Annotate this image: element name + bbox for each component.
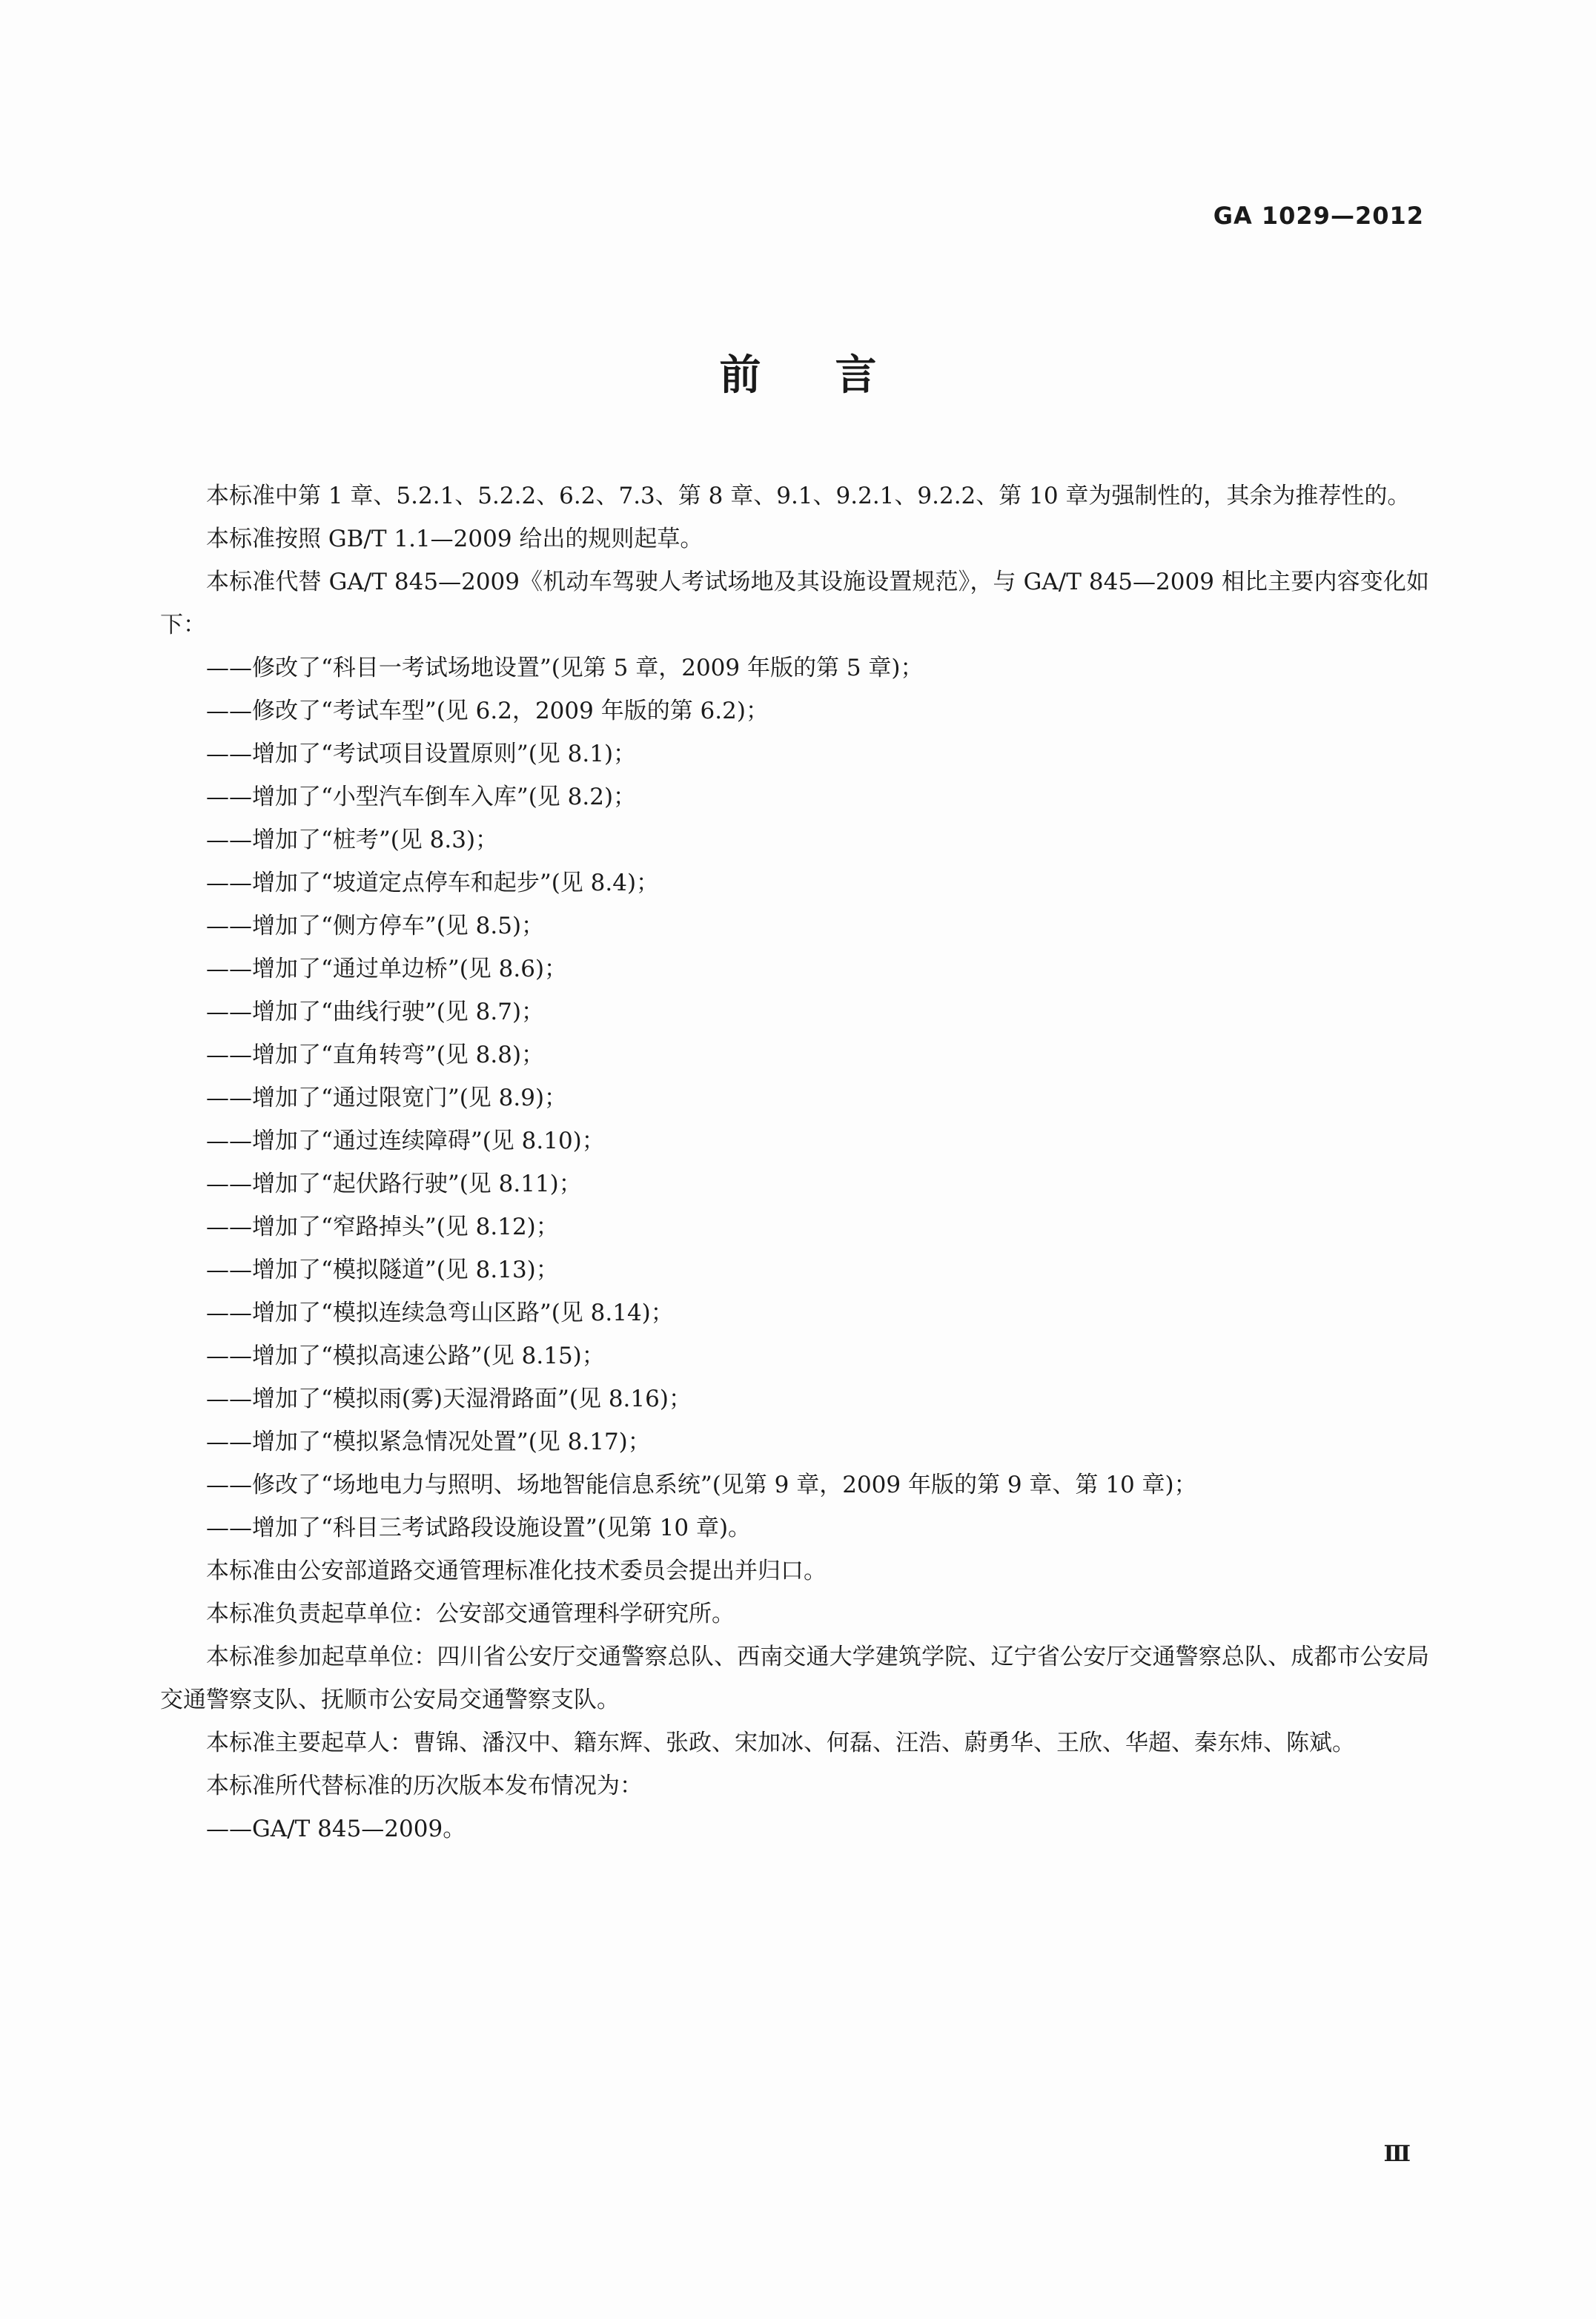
paragraph-previous-editions: 本标准所代替标准的历次版本发布情况为：	[206, 1773, 643, 1799]
change-item: ——增加了“曲线行驶”(见 8.7)；	[206, 999, 545, 1025]
change-item: ——增加了“坡道定点停车和起步”(见 8.4)；	[206, 870, 660, 896]
standard-number: GA 1029—2012	[1213, 202, 1424, 230]
change-item: ——修改了“场地电力与照明、场地智能信息系统”(见第 9 章，2009 年版的第 9 章、第 10 章)；	[206, 1472, 1197, 1498]
paragraph-proposer: 本标准由公安部道路交通管理标准化技术委员会提出并归口。	[206, 1558, 827, 1584]
paragraph-participating-drafters: 本标准参加起草单位：四川省公安厅交通警察总队、西南交通大学建筑学院、辽宁省公安厅交通警察总队、成都市公安局交通警察支队、抚顺市公安局交通警察支队。	[160, 1644, 1429, 1713]
change-item: ——增加了“模拟隧道”(见 8.13)；	[206, 1257, 559, 1283]
page-number: Ⅲ	[1383, 2141, 1411, 2167]
change-item: ——增加了“小型汽车倒车入库”(见 8.2)；	[206, 784, 637, 810]
foreword-body	[160, 474, 1429, 1850]
previous-edition-item: ——GA/T 845—2009。	[206, 1816, 466, 1842]
change-item: ——增加了“窄路掉头”(见 8.12)；	[206, 1214, 559, 1240]
change-item: ——增加了“模拟雨(雾)天湿滑路面”(见 8.16)；	[206, 1386, 692, 1412]
change-item: ——增加了“科目三考试路段设施设置”(见第 10 章)。	[206, 1515, 752, 1541]
change-item: ——增加了“通过单边桥”(见 8.6)；	[206, 956, 568, 982]
change-item: ——修改了“科目一考试场地设置”(见第 5 章，2009 年版的第 5 章)；	[206, 655, 924, 681]
change-item: ——增加了“模拟紧急情况处置”(见 8.17)；	[206, 1429, 651, 1455]
page-title: 前言	[719, 351, 951, 400]
paragraph-lead-drafter: 本标准负责起草单位：公安部交通管理科学研究所。	[206, 1601, 735, 1627]
paragraph-drafting-rules: 本标准按照 GB/T 1.1—2009 给出的规则起草。	[206, 526, 703, 552]
change-item: ——增加了“模拟高速公路”(见 8.15)；	[206, 1343, 605, 1369]
change-item: ——修改了“考试车型”(见 6.2，2009 年版的第 6.2)；	[206, 698, 769, 724]
change-item: ——增加了“通过限宽门”(见 8.9)；	[206, 1085, 568, 1111]
paragraph-replacement: 本标准代替 GA/T 845—2009《机动车驾驶人考试场地及其设施设置规范》，与 GA/T 845—2009 相比主要内容变化如下：	[160, 569, 1429, 638]
paragraph-mandatory-clauses: 本标准中第 1 章、5.2.1、5.2.2、6.2、7.3、第 8 章、9.1、9.2.1、9.2.2、第 10 章为强制性的，其余为推荐性的。	[206, 483, 1411, 509]
change-item: ——增加了“通过连续障碍”(见 8.10)；	[206, 1128, 605, 1154]
change-item: ——增加了“起伏路行驶”(见 8.11)；	[206, 1171, 582, 1197]
change-item: ——增加了“侧方停车”(见 8.5)；	[206, 913, 545, 939]
change-item: ——增加了“桩考”(见 8.3)；	[206, 827, 499, 853]
change-item: ——增加了“直角转弯”(见 8.8)；	[206, 1042, 545, 1068]
paragraph-main-drafters: 本标准主要起草人：曹锦、潘汉中、籍东辉、张政、宋加冰、何磊、汪浩、蔚勇华、王欣、华超、秦东炜、陈斌。	[206, 1730, 1355, 1756]
change-item: ——增加了“模拟连续急弯山区路”(见 8.14)；	[206, 1300, 674, 1326]
change-item: ——增加了“考试项目设置原则”(见 8.1)；	[206, 741, 637, 767]
